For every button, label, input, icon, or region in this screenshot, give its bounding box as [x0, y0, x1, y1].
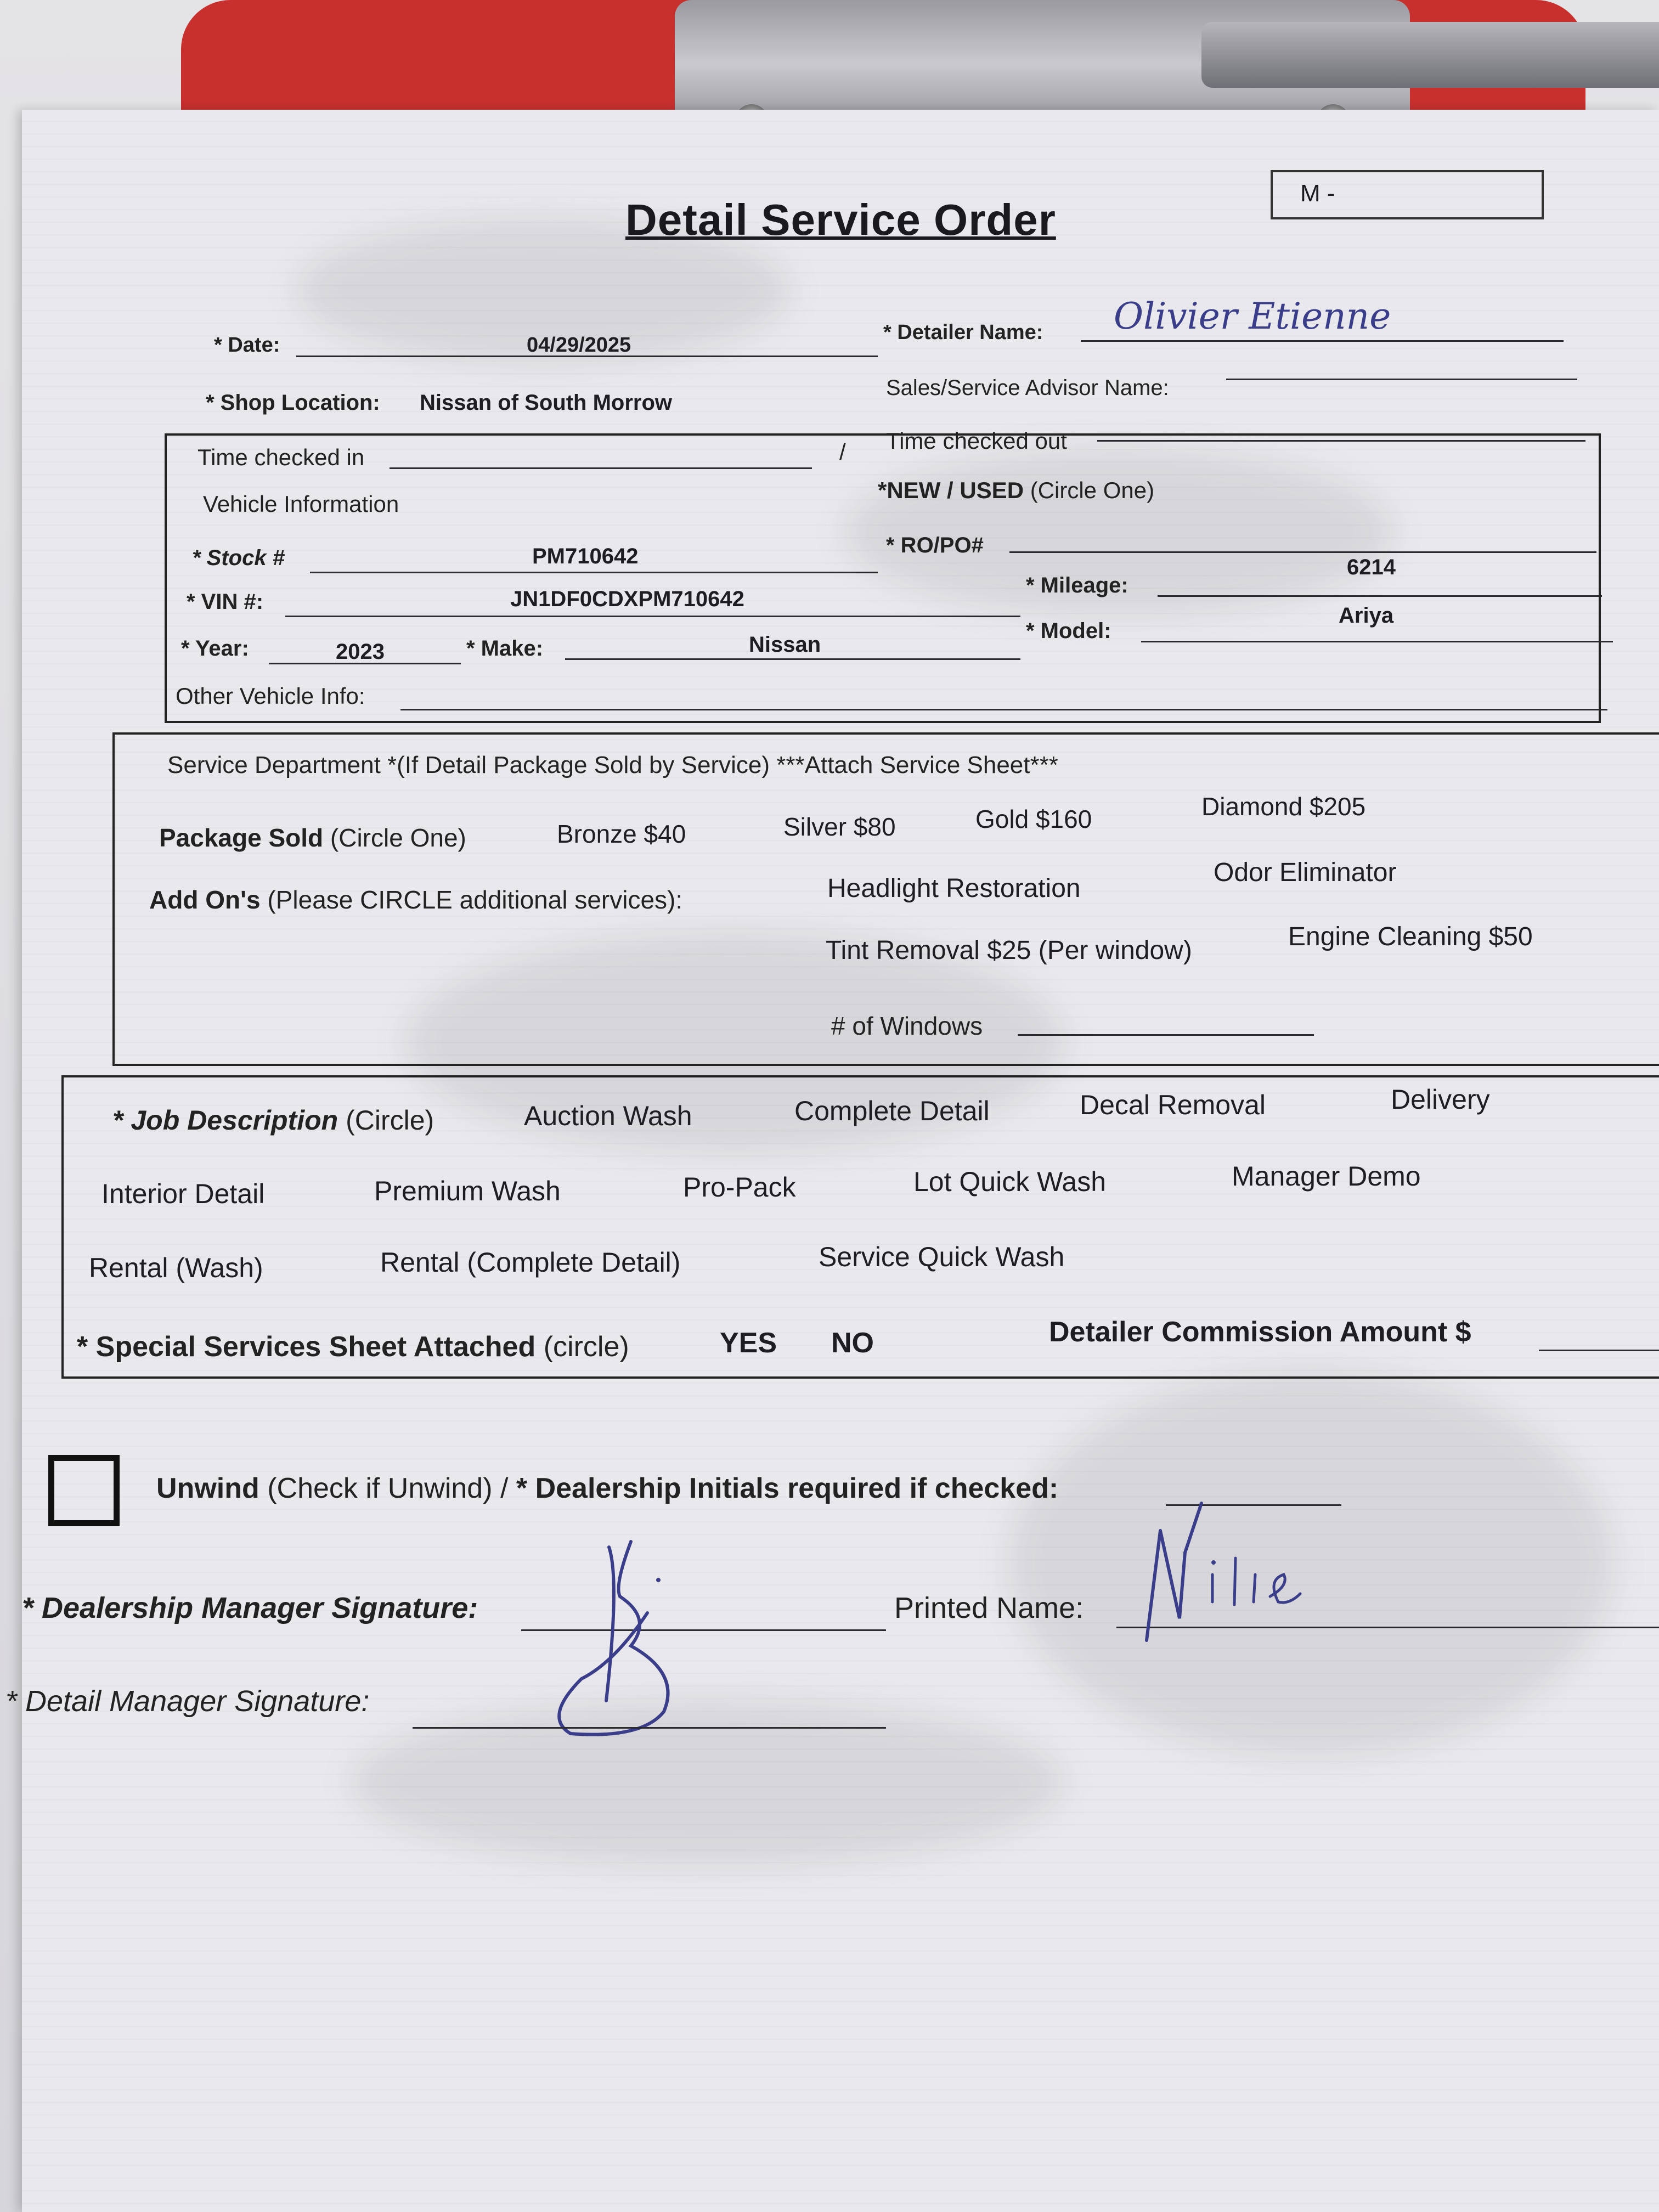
stock-label: * Stock #: [192, 546, 285, 570]
unwind-label: [156, 1472, 1058, 1505]
time-in-label: Time checked in: [198, 444, 365, 470]
detail-manager-signature-line[interactable]: [413, 1727, 886, 1729]
job-premium-wash[interactable]: Premium Wash: [374, 1176, 561, 1206]
addon-odor-eliminator[interactable]: Odor Eliminator: [1214, 858, 1397, 887]
job-description-label: [112, 1104, 434, 1136]
vin-line[interactable]: [285, 616, 1020, 617]
special-services-title: * Special Services Sheet Attached: [77, 1331, 536, 1363]
mileage-label: * Mileage:: [1026, 573, 1128, 597]
new-used-label[interactable]: [878, 477, 1154, 504]
detailer-name-handwritten: Olivier Etienne: [1114, 295, 1391, 337]
order-number-box[interactable]: [1271, 170, 1544, 219]
package-sold-hint: (Circle One): [330, 823, 466, 852]
package-sold-title: Package Sold: [159, 823, 324, 852]
package-gold[interactable]: Gold $160: [975, 805, 1092, 833]
vin-value: JN1DF0CDXPM710642: [510, 587, 744, 611]
add-ons-label: [149, 885, 682, 915]
year-value: 2023: [336, 640, 385, 664]
ro-po-label: * RO/PO#: [886, 533, 984, 557]
commission-label: Detailer Commission Amount $: [1049, 1316, 1471, 1348]
shop-location-value: Nissan of South Morrow: [420, 391, 672, 415]
smudge: [1009, 1372, 1613, 1756]
job-rental-wash[interactable]: Rental (Wash): [89, 1252, 263, 1283]
commission-line[interactable]: [1539, 1350, 1659, 1351]
package-sold-label: [159, 823, 466, 853]
dealership-initials-label: * Dealership Initials required if checked:: [516, 1472, 1059, 1504]
new-used-options: *NEW / USED: [878, 477, 1024, 503]
clip-lever: [1201, 22, 1659, 88]
job-decal-removal[interactable]: Decal Removal: [1080, 1090, 1266, 1120]
job-delivery[interactable]: Delivery: [1391, 1084, 1490, 1115]
model-label: * Model:: [1026, 619, 1111, 643]
detailer-name-label: * Detailer Name:: [883, 321, 1043, 344]
model-value: Ariya: [1339, 603, 1394, 628]
unwind-hint: (Check if Unwind) /: [267, 1472, 509, 1504]
special-services-hint: (circle): [543, 1331, 629, 1363]
job-auction-wash[interactable]: Auction Wash: [524, 1101, 692, 1131]
windows-count-label: # of Windows: [831, 1012, 983, 1040]
job-manager-demo[interactable]: Manager Demo: [1232, 1161, 1421, 1192]
printed-name-label: Printed Name:: [894, 1592, 1084, 1624]
printed-name-handwriting: [1130, 1492, 1306, 1657]
unwind-checkbox[interactable]: [48, 1455, 120, 1526]
special-services-no[interactable]: NO: [831, 1327, 874, 1359]
advisor-name-label: Sales/Service Advisor Name:: [886, 376, 1169, 400]
time-separator: /: [839, 439, 846, 465]
time-out-label: Time checked out: [886, 428, 1067, 454]
job-lot-quick-wash[interactable]: Lot Quick Wash: [913, 1166, 1107, 1197]
vehicle-info-label: Vehicle Information: [203, 491, 399, 517]
special-services-yes[interactable]: YES: [720, 1327, 777, 1359]
add-ons-title: Add On's: [149, 885, 261, 914]
other-vehicle-info-line[interactable]: [400, 709, 1607, 710]
package-diamond[interactable]: Diamond $205: [1201, 792, 1366, 821]
order-number-prefix: M -: [1300, 180, 1335, 207]
form-title: Detail Service Order: [625, 195, 1056, 244]
date-value: 04/29/2025: [527, 334, 631, 357]
make-label: * Make:: [466, 636, 544, 661]
job-pro-pack[interactable]: Pro-Pack: [683, 1172, 796, 1203]
job-interior-detail[interactable]: Interior Detail: [101, 1178, 265, 1209]
dealership-manager-signature-label: * Dealership Manager Signature:: [22, 1592, 478, 1624]
make-value: Nissan: [749, 633, 821, 657]
package-silver[interactable]: Silver $80: [783, 812, 896, 841]
ro-po-line[interactable]: [1009, 551, 1596, 553]
addon-tint-removal[interactable]: Tint Removal $25 (Per window): [826, 936, 1192, 965]
new-used-hint: (Circle One): [1030, 477, 1155, 503]
advisor-name-line[interactable]: [1226, 379, 1577, 380]
mileage-line[interactable]: [1158, 595, 1602, 597]
service-department-label: Service Department *(If Detail Package Sold by Service) ***Attach Service Sheet***: [167, 752, 1058, 778]
add-ons-hint: (Please CIRCLE additional services):: [267, 885, 683, 914]
job-service-quick-wash[interactable]: Service Quick Wash: [819, 1242, 1065, 1272]
package-bronze[interactable]: Bronze $40: [557, 820, 686, 848]
addon-headlight-restoration[interactable]: Headlight Restoration: [827, 874, 1081, 903]
mileage-value: 6214: [1347, 555, 1396, 579]
addon-engine-cleaning[interactable]: Engine Cleaning $50: [1288, 922, 1533, 951]
detail-manager-signature-label: * Detail Manager Signature:: [5, 1685, 370, 1718]
vin-label: * VIN #:: [187, 590, 264, 614]
windows-count-line[interactable]: [1018, 1034, 1314, 1036]
other-vehicle-info-label: Other Vehicle Info:: [176, 683, 365, 709]
date-label: * Date:: [214, 334, 280, 357]
job-description-title: * Job Description: [112, 1105, 338, 1136]
year-label: * Year:: [181, 636, 249, 661]
shop-location-label: * Shop Location:: [206, 391, 380, 415]
stock-line[interactable]: [310, 572, 878, 573]
unwind-title: Unwind: [156, 1472, 259, 1504]
special-services-label: [77, 1330, 629, 1363]
job-complete-detail[interactable]: Complete Detail: [794, 1096, 990, 1126]
model-line[interactable]: [1141, 641, 1613, 642]
job-description-hint: (Circle): [346, 1105, 435, 1136]
make-line[interactable]: [565, 658, 1020, 660]
dealership-manager-signature: [549, 1536, 713, 1745]
job-rental-complete-detail[interactable]: Rental (Complete Detail): [380, 1247, 681, 1278]
stock-value: PM710642: [532, 544, 639, 568]
detailer-name-line[interactable]: [1081, 340, 1564, 342]
